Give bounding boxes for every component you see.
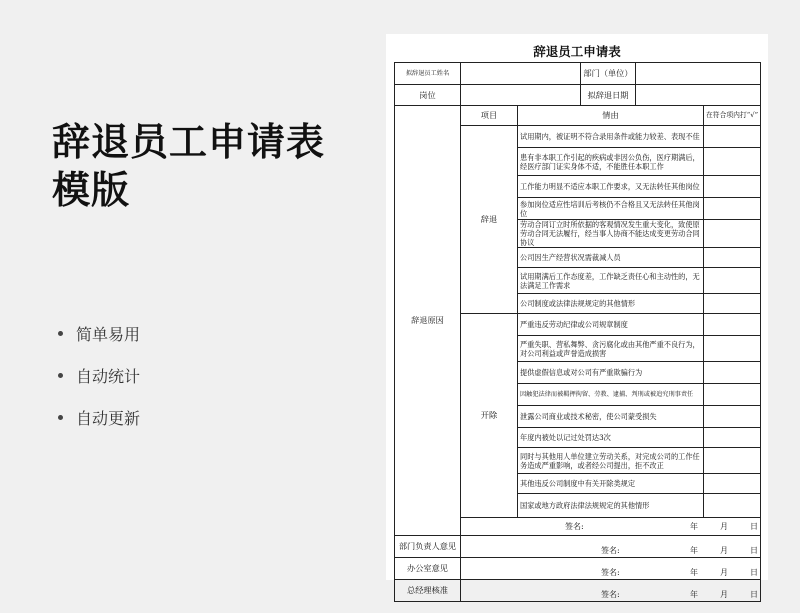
check-cell[interactable] [704,406,761,428]
expel-item: 严重违反劳动纪律或公司规章制度 [518,314,704,336]
bullet-dot-icon [58,331,63,336]
check-cell[interactable] [704,314,761,336]
check-cell[interactable] [704,198,761,220]
office-signature[interactable] [461,558,761,580]
table-row [395,580,761,602]
reason-label: 辞退原因 [395,106,461,536]
check-cell[interactable] [704,448,761,474]
check-cell[interactable] [704,294,761,314]
check-cell[interactable] [704,336,761,362]
day-label: 日 [750,568,758,577]
dismiss-item: 公司制度或法律法规规定的其他情形 [518,294,704,314]
promo-panel [52,118,372,214]
dept-head-label: 部门负责人意见 [395,536,461,558]
page-title-line2: 模版 [52,168,131,212]
year-label: 年 [690,568,698,577]
day-label: 日 [750,522,758,531]
table-row [395,558,761,580]
post-field[interactable] [461,85,581,106]
dismiss-label: 辞退 [461,126,518,314]
dept-head-signature[interactable] [461,536,761,558]
feature-label: 自动更新 [76,408,141,428]
dismiss-item: 参加岗位适应性培训后考核仍不合格且又无法转任其他岗位 [518,198,704,220]
day-label: 日 [750,590,758,599]
table-row [395,63,761,85]
expel-item: 泄露公司商业或技术秘密，使公司蒙受损失 [518,406,704,428]
check-cell[interactable] [704,126,761,148]
expel-item: 年度内被处以记过处罚达3次 [518,428,704,448]
dismiss-item: 患有非本职工作引起的疾病或非因公负伤，医疗期满后，经医疗部门证实身体不适，不能胜任本职工作 [518,148,704,176]
dept-field[interactable] [636,63,761,85]
check-cell[interactable] [704,494,761,518]
month-label: 月 [720,568,728,577]
bullet-dot-icon [58,415,63,420]
year-label: 年 [690,546,698,555]
check-cell[interactable] [704,268,761,294]
feature-item [58,396,140,438]
expel-item: 同时与其他用人单位建立劳动关系，对完成公司的工作任务造成严重影响，或者经公司提出，拒不改正 [518,448,704,474]
post-label: 岗位 [395,85,461,106]
feature-item [58,312,140,354]
date-label: 拟辞退日期 [581,85,636,106]
sign-label: 签名: [565,522,584,531]
sign-label: 签名: [601,546,620,555]
check-cell[interactable] [704,248,761,268]
expel-item: 因触犯法律而被羁押拘留、劳教、逮捕、判刑或被追究刑事责任 [518,384,704,406]
feature-list [58,312,140,438]
sign-label: 签名: [601,568,620,577]
check-cell[interactable] [704,176,761,198]
expel-item: 国家或地方政府法律法规规定的其他情形 [518,494,704,518]
dismiss-item: 试用期内，被证明不符合录用条件或能力较差、表现不佳 [518,126,704,148]
year-label: 年 [690,590,698,599]
dismiss-item: 工作能力明显不适应本职工作要求，又无法转任其他岗位 [518,176,704,198]
office-label: 办公室意见 [395,558,461,580]
bullet-dot-icon [58,373,63,378]
expel-item: 其他违反公司制度中有关开除类规定 [518,474,704,494]
month-label: 月 [720,546,728,555]
col-item-header: 项目 [461,106,518,126]
sign-label: 签名: [601,590,620,599]
gm-signature[interactable] [461,580,761,602]
day-label: 日 [750,546,758,555]
dept-label: 部门（单位） [581,63,636,85]
check-cell[interactable] [704,384,761,406]
dismissal-form-table [394,62,761,602]
emp-name-field[interactable] [461,63,581,85]
expel-item: 提供虚假信息或对公司有严重欺骗行为 [518,362,704,384]
expel-item: 严重失职、营私舞弊、贪污腐化或由其他严重不良行为，对公司利益或声誉造成损害 [518,336,704,362]
page-title-line1: 辞退员工申请表 [52,120,326,164]
table-row [395,85,761,106]
gm-label: 总经理核准 [395,580,461,602]
document-preview [386,34,768,599]
form-title: 辞退员工申请表 [533,44,621,59]
feature-label: 简单易用 [76,324,141,344]
table-row [395,536,761,558]
emp-name-label: 拟辞退员工姓名 [395,63,461,85]
table-row [395,106,761,126]
check-cell[interactable] [704,148,761,176]
month-label: 月 [720,522,728,531]
month-label: 月 [720,590,728,599]
col-detail-header: 情由 [518,106,704,126]
check-cell[interactable] [704,220,761,248]
col-check-header: 在符合项内打“√” [704,106,761,126]
feature-item [58,354,140,396]
dismiss-item: 公司因生产经营状况需裁减人员 [518,248,704,268]
check-cell[interactable] [704,428,761,448]
check-cell[interactable] [704,474,761,494]
dismiss-item: 试用期满后工作态度差，工作缺乏责任心和主动性的，无法满足工作需求 [518,268,704,294]
dismiss-item: 劳动合同订立时所依据的客观情况发生重大变化，致使原劳动合同无法履行，经当事人协商不能达成变更劳动合同协议 [518,220,704,248]
check-cell[interactable] [704,362,761,384]
year-label: 年 [690,522,698,531]
feature-label: 自动统计 [76,366,141,386]
reason-signature[interactable] [461,518,761,536]
date-field[interactable] [636,85,761,106]
expel-label: 开除 [461,314,518,518]
